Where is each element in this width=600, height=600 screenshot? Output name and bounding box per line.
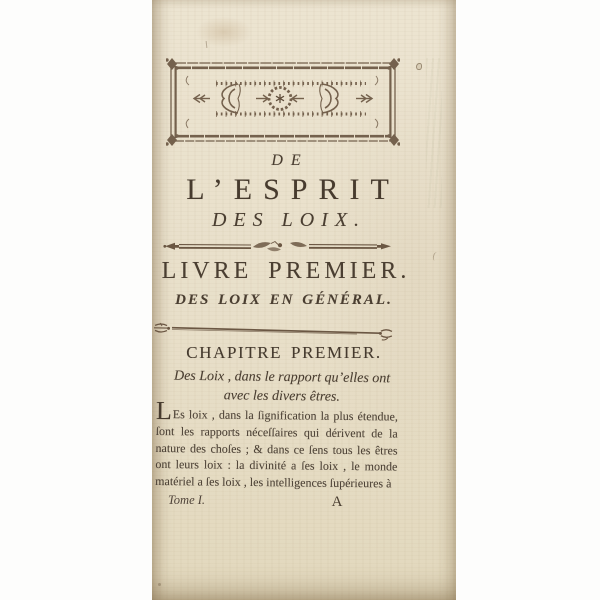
volume-label: Tome I.: [168, 493, 206, 507]
paper-speck: [206, 41, 208, 48]
paper-speck: [432, 251, 440, 261]
headpiece-ornament: [166, 56, 400, 148]
main-title: L’ESPRIT: [186, 173, 400, 206]
book-heading: LIVRE PREMIER.: [161, 258, 411, 284]
chapter-subtitle-line-2: avec les divers êtres.: [223, 388, 341, 405]
signature-mark: A: [331, 494, 343, 510]
book-subtitle: DES LOIX EN GÉNÉRAL.: [175, 292, 393, 308]
show-through-texture: [426, 58, 442, 208]
ornamental-rule-middle: [152, 321, 395, 342]
half-title: DE: [271, 152, 309, 169]
ornamental-rule-top: [163, 239, 393, 253]
book-page: [152, 0, 456, 600]
chapter-heading: CHAPITRE PREMIER.: [186, 343, 382, 362]
title-subtitle: DES LOIX.: [211, 209, 367, 231]
paper-speck: [158, 583, 161, 586]
initial-capital: L: [155, 396, 173, 426]
body-text: Es loix , dans la ſignification la plus étendue, ſont les rapports néceſſaires qui dérivent de la nature des choſes ; & dans ce ſens tous les êtres ont leurs loix : la divinité a ſes loix , le monde matériel a ſes loix , les intelligences ſupérieures à: [155, 407, 398, 491]
paper-speck: [416, 63, 422, 70]
chapter-subtitle: [152, 366, 412, 407]
chapter-subtitle-line-1: Des Loix , dans le rapport qu’elles ont: [173, 368, 391, 387]
